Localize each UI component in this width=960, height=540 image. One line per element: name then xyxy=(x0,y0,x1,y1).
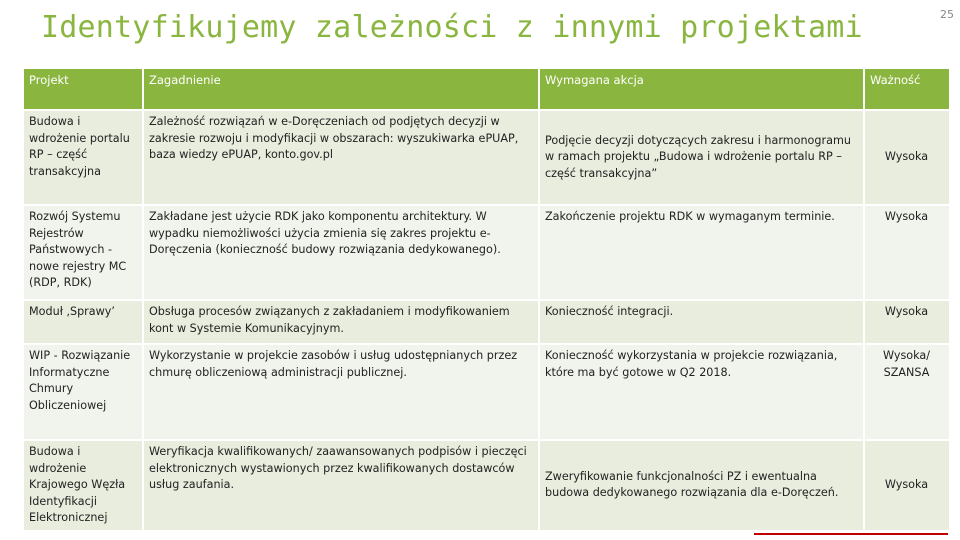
cell-action: Podjęcie decyzji dotyczących zakresu i harmonogramu w ramach projektu „Budowa i wdrożenie portalu RP – część transakcyjna” xyxy=(539,110,864,205)
table-header xyxy=(23,68,950,110)
cell-action: Konieczność integracji. xyxy=(539,300,864,344)
page-number: 25 xyxy=(940,8,954,21)
header-row xyxy=(23,68,950,110)
cell-importance: Wysoka xyxy=(864,440,950,531)
cell-issue: Weryfikacja kwalifikowanych/ zaawansowanych podpisów i pieczęci elektronicznych wystawionych przez kwalifikowanych dostawców usług zaufania. xyxy=(143,440,539,531)
cell-issue: Wykorzystanie w projekcie zasobów i usług udostępnianych przez chmurę obliczeniową administracji publicznej. xyxy=(143,344,539,440)
header-importance: Ważność xyxy=(864,68,950,110)
cell-action: Zweryfikowanie funkcjonalności PZ i ewentualna budowa dedykowanego rozwiązania dla e-Doręczeń. xyxy=(539,440,864,531)
table-row xyxy=(23,205,950,300)
table-body xyxy=(23,110,950,531)
table-row xyxy=(23,344,950,440)
table-row xyxy=(23,440,950,531)
cell-issue: Zależność rozwiązań w e-Doręczeniach od podjętych decyzji w zakresie rozwoju i modyfikacji w obszarach: wyszukiwarka ePUAP, baza wiedzy ePUAP, konto.gov.pl xyxy=(143,110,539,205)
table-row xyxy=(23,110,950,205)
cell-action: Zakończenie projektu RDK w wymaganym terminie. xyxy=(539,205,864,300)
dependencies-table xyxy=(22,67,951,532)
cell-issue: Obsługa procesów związanych z zakładaniem i modyfikowaniem kont w Systemie Komunikacyjnym. xyxy=(143,300,539,344)
footer-accent-line xyxy=(754,533,948,535)
cell-importance: Wysoka xyxy=(864,205,950,300)
header-issue: Zagadnienie xyxy=(143,68,539,110)
cell-importance: Wysoka/ SZANSA xyxy=(864,344,950,440)
cell-project: Budowa i wdrożenie Krajowego Węzła Identyfikacji Elektronicznej xyxy=(23,440,143,531)
table-row xyxy=(23,300,950,344)
header-project: Projekt xyxy=(23,68,143,110)
cell-importance: Wysoka xyxy=(864,300,950,344)
cell-action: Konieczność wykorzystania w projekcie rozwiązania, które ma być gotowe w Q2 2018. xyxy=(539,344,864,440)
cell-issue: Zakładane jest użycie RDK jako komponentu architektury. W wypadku niemożliwości użycia zmienia się zakres projektu e-Doręczenia (konieczność budowy rozwiązania dedykowanego). xyxy=(143,205,539,300)
cell-project: Budowa i wdrożenie portalu RP – część transakcyjna xyxy=(23,110,143,205)
cell-project: Rozwój Systemu Rejestrów Państwowych - nowe rejestry MC (RDP, RDK) xyxy=(23,205,143,300)
cell-project: WIP - Rozwiązanie Informatyczne Chmury Obliczeniowej xyxy=(23,344,143,440)
slide-title: Identyfikujemy zależności z innymi projektami xyxy=(41,10,863,45)
cell-importance: Wysoka xyxy=(864,110,950,205)
header-action: Wymagana akcja xyxy=(539,68,864,110)
cell-project: Moduł ‚Sprawy’ xyxy=(23,300,143,344)
